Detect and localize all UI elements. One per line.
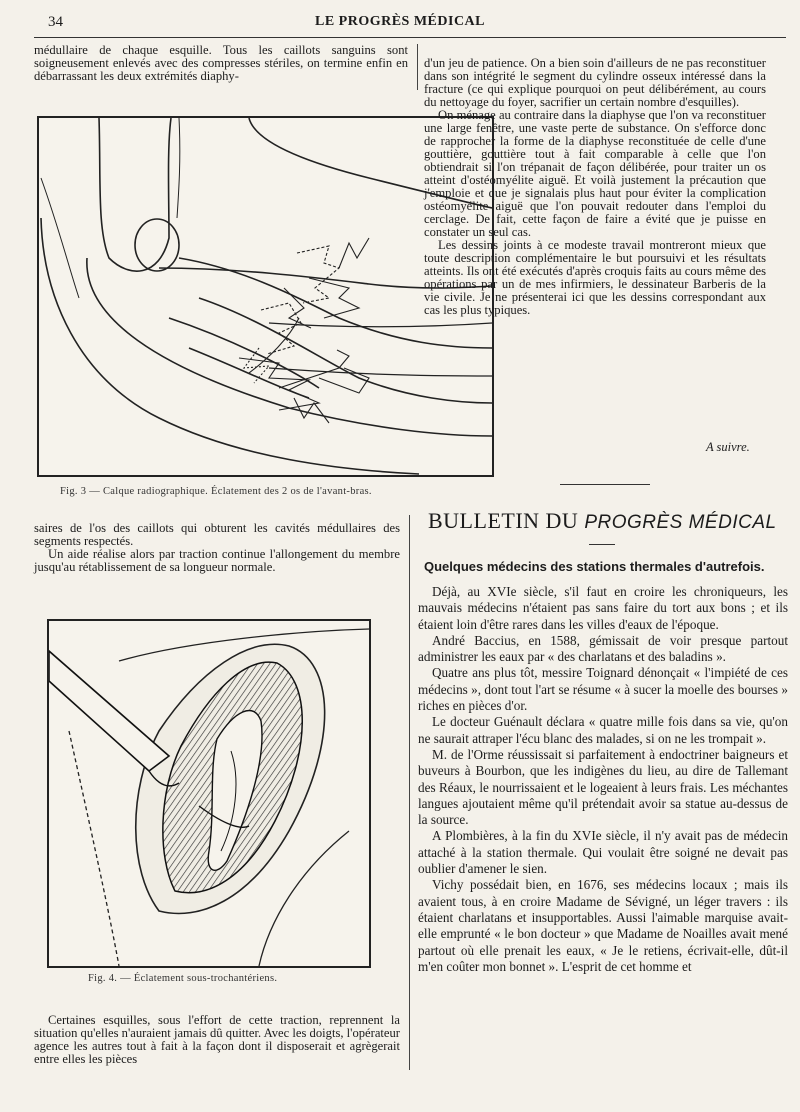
figure-4-surgical-drawing <box>47 619 371 968</box>
to-be-continued: A suivre. <box>706 440 750 454</box>
figure-3-caption: Fig. 3 — Calque radiographique. Éclatement des 2 os de l'avant-bras. <box>60 486 372 497</box>
figure-4-drawing <box>49 621 369 966</box>
article-body <box>418 584 788 975</box>
paragraph: Déjà, au XVIe siècle, s'il faut en croire les chroniqueurs, les mauvais médecins n'étaient pas sans faire du tort aux bons ; et ils étaient loin d'être rares dans les villes d'eaux de l'époque. <box>418 584 788 632</box>
right-column-top-text <box>424 57 766 317</box>
title-rule <box>589 544 615 545</box>
paragraph: Un aide réalise alors par traction continue l'allongement du membre jusqu'au rétablissement de sa longueur normale. <box>34 547 400 574</box>
paragraph: Les dessins joints à ce modeste travail montreront mieux que toute description complémentaire le but poursuivi et les résultats atteints. Ils ont été exécutés d'après croquis faits au cours même des opérations par un de mes infirmiers, le dessinateur Barberis de la vie civile. Je ne présenterai ici que les dessins correspondant aux cas les plus typiques. <box>424 238 766 317</box>
paragraph: André Baccius, en 1588, gémissait de voir presque partout administrer les eaux par « des charlatans et des baladins ». <box>418 632 788 665</box>
left-column-middle-text <box>34 522 400 574</box>
paragraph: d'un jeu de patience. On a bien soin d'ailleurs de ne pas reconstituer dans son intégrité le segment du cylindre osseux intéressé dans la fracture (ce qui explique pourquoi on peut délibérément, au cours du nettoyage du foyer, sacrifier un certain nombre d'esquilles). <box>424 56 766 109</box>
paragraph: Vichy possédait bien, en 1676, ses médecins locaux ; mais ils avaient tous, à en croire Madame de Sévigné, un léger travers : ils étaient charlatans et insupportables. Aussi l'aimable marquise avait-elle emprunté « le bon docteur » que Madame de Noailles avait mené partout où elle prenait les eaux, « Je le retiens, écrivait-elle, dût-il m'en coûter mon bonnet ». L'esprit de cet homme et <box>418 877 788 974</box>
bulletin-title <box>428 508 777 534</box>
left-column-bottom-text <box>34 1014 400 1066</box>
column-divider-top <box>417 44 418 90</box>
page-number: 34 <box>48 14 63 30</box>
column-divider-bottom <box>409 515 410 1070</box>
header-rule <box>34 37 786 38</box>
paragraph: A Plombières, à la fin du XVIe siècle, il n'y avait pas de médecin attaché à la station thermale. Qui voulait être soigné ne devait pas oublier d'amener le sien. <box>418 828 788 877</box>
paragraph: Certaines esquilles, sous l'effort de cette traction, reprennent la situation qu'elles n'auraient jamais dû quitter. Avec les doigts, l'opérateur agence les autres tout à fait à la façon dont il disposerait et agrègerait entre elles les pièces <box>34 1013 400 1066</box>
bulletin-title-prefix: BULLETIN DU <box>428 508 579 533</box>
left-column-top-text <box>34 44 408 83</box>
running-head: LE PROGRÈS MÉDICAL <box>314 14 486 29</box>
paragraph: Quatre ans plus tôt, messire Toignard dénonçait « l'impiété de ces médecins », dont tout l'art se résume « à sucer la moelle des bourses » riches en pièces d'or. <box>418 665 788 714</box>
paragraph: saires de l'os des caillots qui obturent les cavités médullaires des segments respectés. <box>34 521 400 548</box>
figure-4-caption: Fig. 4. — Éclatement sous-trochantériens. <box>88 973 278 984</box>
paragraph: On ménage au contraire dans la diaphyse que l'on va reconstituer une large fenêtre, une vaste perte de substance. On s'efforce donc de rapprocher la forme de la diaphyse reconstituée de celle d'une gouttière, gouttière tout à fait comparable à celle que l'on obtiendrait si l'on trépanait de façon délibérée, pour traiter un os atteint d'ostéomyélite aiguë. Et voilà justement la précaution que j'emploie et que je signalais plus haut pour éviter la complication ostéomyélite aiguë que l'on pouvait redouter dans l'emploi du cerclage. De fait, cette façon de faire a évité que je puisse en constater un seul cas. <box>424 108 766 239</box>
article-title: Quelques médecins des stations thermales d'autrefois. <box>424 559 765 574</box>
ornament-rule <box>560 484 650 485</box>
paragraph: M. de l'Orme réussissait si parfaitement à endoctriner baigneurs et buveurs à Bourbon, que les indigènes du lieu, au dire de Tallemant des Réaux, le nourrissaient et le logeaient à leurs frais. Les méchantes langues ajoutaient même qu'il prétendait avoir sa statue au-dessus de la source. <box>418 746 788 828</box>
paragraph: médullaire de chaque esquille. Tous les caillots sanguins sont soigneusement enlevés avec des compresses stériles, on termine enfin en débarrassant les deux extrémités diaphy- <box>34 43 408 83</box>
paragraph: Le docteur Guénault déclara « quatre mille fois dans sa vie, qu'on ne saurait attraper l'écu blanc des malades, si on ne les trompait ». <box>418 714 788 746</box>
bulletin-title-journal: PROGRÈS MÉDICAL <box>584 512 777 533</box>
